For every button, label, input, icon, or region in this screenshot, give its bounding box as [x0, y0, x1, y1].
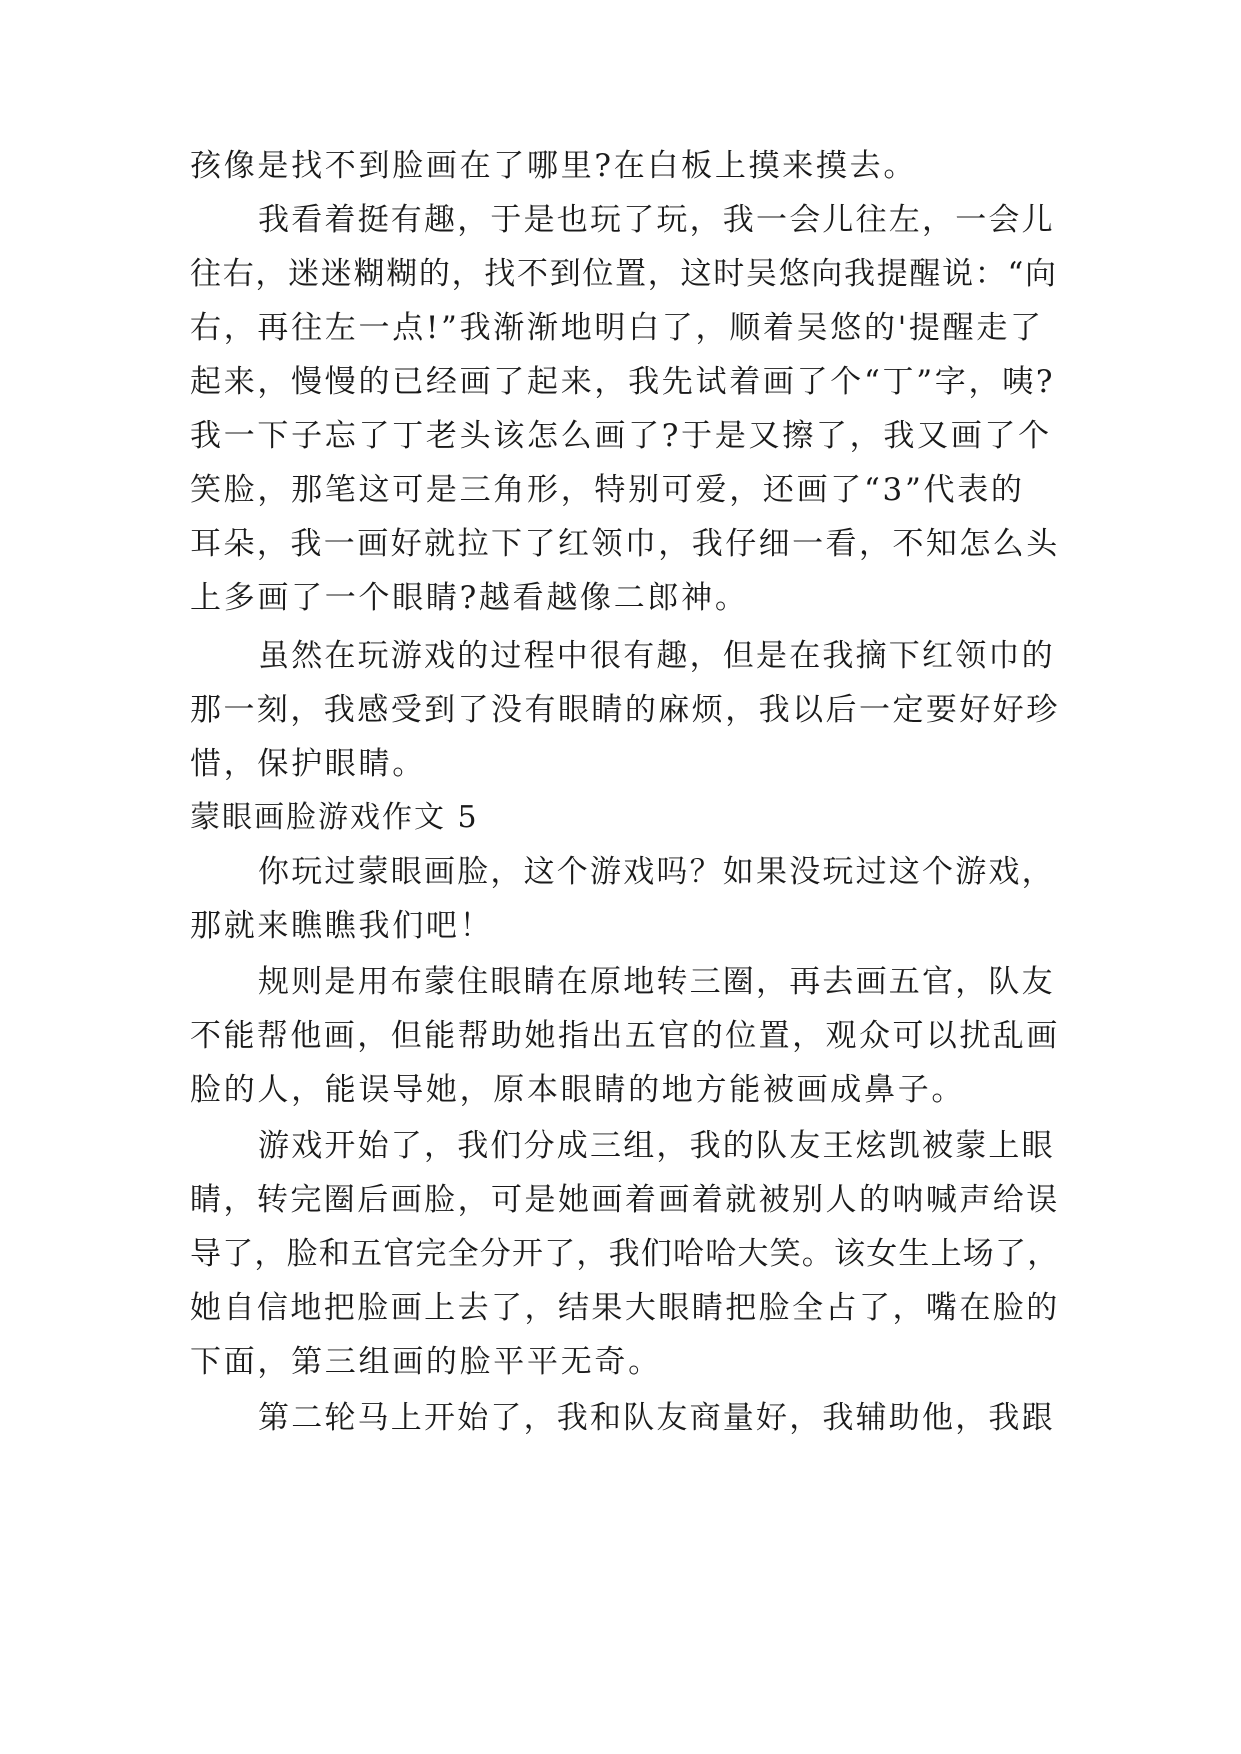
- paragraph-line: 不能帮他画，但能帮助她指出五官的位置，观众可以扰乱画: [190, 1018, 1060, 1054]
- paragraph-line: 导了，脸和五官完全分开了，我们哈哈大笑。该女生上场了，: [190, 1236, 1060, 1272]
- paragraph-line: 下面，第三组画的脸平平无奇。: [190, 1344, 662, 1380]
- paragraph-line: 她自信地把脸画上去了，结果大眼睛把脸全占了，嘴在脸的: [190, 1290, 1060, 1326]
- paragraph-line: 那就来瞧瞧我们吧！: [190, 908, 494, 944]
- paragraph-line: 规则是用布蒙住眼睛在原地转三圈，再去画五官，队友: [258, 964, 1055, 1000]
- paragraph-line: 那一刻，我感受到了没有眼睛的麻烦，我以后一定要好好珍: [190, 692, 1060, 728]
- paragraph-line: 第二轮马上开始了，我和队友商量好，我辅助他，我跟: [258, 1400, 1055, 1436]
- paragraph-line: 游戏开始了，我们分成三组，我的队友王炫凯被蒙上眼: [258, 1128, 1055, 1164]
- paragraph-line: 上多画了一个眼睛?越看越像二郎神。: [190, 580, 749, 616]
- paragraph-line: 我看着挺有趣，于是也玩了玩，我一会儿往左，一会儿: [258, 202, 1055, 238]
- paragraph-line: 虽然在玩游戏的过程中很有趣，但是在我摘下红领巾的: [258, 638, 1055, 674]
- paragraph-line: 我一下子忘了丁老头该怎么画了?于是又擦了，我又画了个: [190, 418, 1052, 454]
- paragraph-line: 耳朵，我一画好就拉下了红领巾，我仔细一看，不知怎么头: [190, 526, 1060, 562]
- paragraph-line: 睛，转完圈后画脸，可是她画着画着就被别人的呐喊声给误: [190, 1182, 1060, 1218]
- paragraph-line: 往右，迷迷糊糊的，找不到位置，这时吴悠向我提醒说：“向: [190, 256, 1058, 292]
- paragraph-line: 孩像是找不到脸画在了哪里?在白板上摸来摸去。: [190, 148, 918, 184]
- paragraph-line: 惜，保护眼睛。: [190, 746, 426, 782]
- paragraph-line: 起来，慢慢的已经画了起来，我先试着画了个“丁”字，咦?: [190, 364, 1056, 400]
- paragraph-line: 你玩过蒙眼画脸，这个游戏吗？如果没玩过这个游戏，: [258, 854, 1055, 890]
- paragraph-line: 脸的人，能误导她，原本眼睛的地方能被画成鼻子。: [190, 1072, 966, 1108]
- section-heading: 蒙眼画脸游戏作文 5: [190, 800, 479, 835]
- paragraph-line: 笑脸，那笔这可是三角形，特别可爱，还画了“3”代表的: [190, 472, 1025, 508]
- paragraph-line: 右，再往左一点!”我渐渐地明白了，顺着吴悠的'提醒走了: [190, 310, 1044, 346]
